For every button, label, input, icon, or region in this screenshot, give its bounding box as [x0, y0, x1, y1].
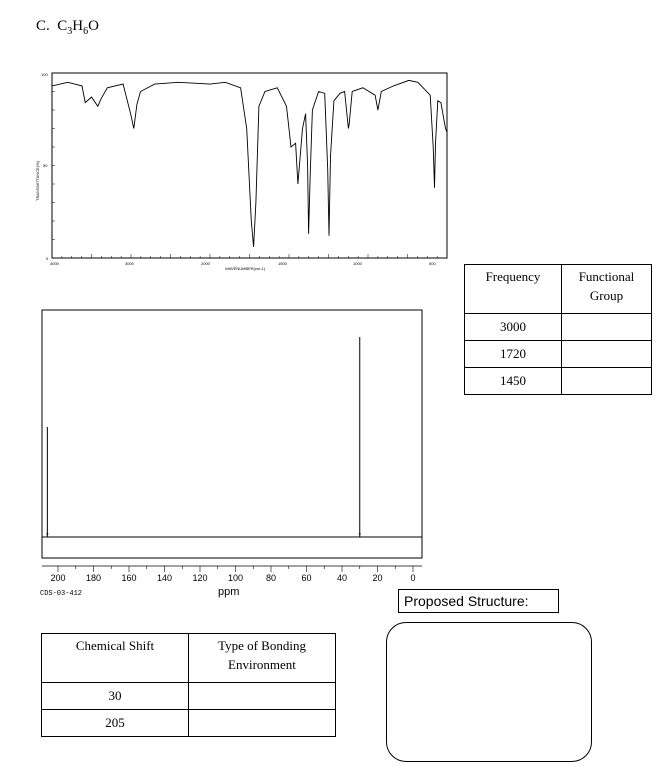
- ir-y-tick-0: 0: [46, 256, 49, 261]
- chemical-shift-cell: 205: [42, 710, 189, 737]
- ir-x-tick-4000: 4000: [50, 261, 59, 266]
- nmr-tick-label: 120: [192, 573, 208, 583]
- functional-group-cell[interactable]: [562, 314, 652, 341]
- ir-x-tick-500: 500: [429, 261, 436, 266]
- nmr-tick-label: 20: [372, 573, 383, 583]
- functional-group-cell[interactable]: [562, 368, 652, 395]
- frequency-cell: 1720: [465, 341, 562, 368]
- bonding-environment-header: Type of Bonding Environment: [189, 634, 336, 683]
- ir-spectrum: [30, 66, 460, 271]
- proposed-structure-box[interactable]: [386, 622, 592, 762]
- table-row: [465, 341, 652, 368]
- functional-group-header: Functional Group: [562, 265, 652, 314]
- ir-x-tick-1000: 1000: [353, 261, 362, 266]
- ir-y-tick-100: 100: [41, 72, 48, 77]
- frequency-cell: 3000: [465, 314, 562, 341]
- nmr-code: CDS-03-412: [40, 590, 83, 598]
- nmr-axis-ticks: [58, 566, 413, 572]
- bonding-environment-cell[interactable]: [189, 710, 336, 737]
- frequency-header: Frequency: [465, 265, 562, 314]
- chemical-shift-cell: 30: [42, 683, 189, 710]
- ir-plot-frame: [52, 73, 447, 258]
- ir-axis-ticks: [52, 73, 447, 258]
- frequency-cell: 1450: [465, 368, 562, 395]
- ir-x-tick-1500: 1500: [278, 261, 287, 266]
- table-row: [465, 314, 652, 341]
- ir-x-tick-2000: 2000: [201, 261, 210, 266]
- ir-x-tick-3000: 3000: [125, 261, 134, 266]
- ir-trace: [52, 80, 447, 247]
- nmr-tick-label: 40: [336, 573, 348, 583]
- nmr-tick-label: 100: [227, 573, 244, 583]
- nmr-tick-label: 200: [50, 573, 66, 583]
- nmr-tick-label: 180: [85, 573, 102, 583]
- functional-group-cell[interactable]: [562, 341, 652, 368]
- nmr-peaks: [46, 337, 360, 537]
- proposed-structure-label: Proposed Structure:: [398, 589, 559, 613]
- bonding-environment-cell[interactable]: [189, 683, 336, 710]
- nmr-spectrum: [30, 308, 430, 603]
- ir-ylabel: TRANSMITTANCE(%): [35, 161, 40, 201]
- problem-title: C. $C_3H_6O$: [36, 18, 99, 37]
- table-row: [465, 368, 652, 395]
- chemical-shift-table: [41, 633, 336, 737]
- nmr-plot-frame: [42, 310, 422, 558]
- table-row: [42, 683, 336, 710]
- ir-xlabel: WAVENUMBER(cm-1): [225, 266, 266, 271]
- nmr-tick-label: 140: [156, 573, 173, 583]
- chemical-shift-header: Chemical Shift: [42, 634, 189, 683]
- nmr-tick-label: 80: [265, 573, 277, 583]
- frequency-table: [464, 264, 652, 395]
- nmr-tick-labels: [50, 573, 415, 583]
- nmr-tick-label: 60: [301, 573, 312, 583]
- ir-y-tick-50: 50: [43, 163, 48, 168]
- nmr-xlabel: ppm: [218, 586, 240, 598]
- nmr-tick-label: 160: [121, 573, 137, 583]
- table-row: [42, 710, 336, 737]
- nmr-tick-label: 0: [410, 573, 416, 583]
